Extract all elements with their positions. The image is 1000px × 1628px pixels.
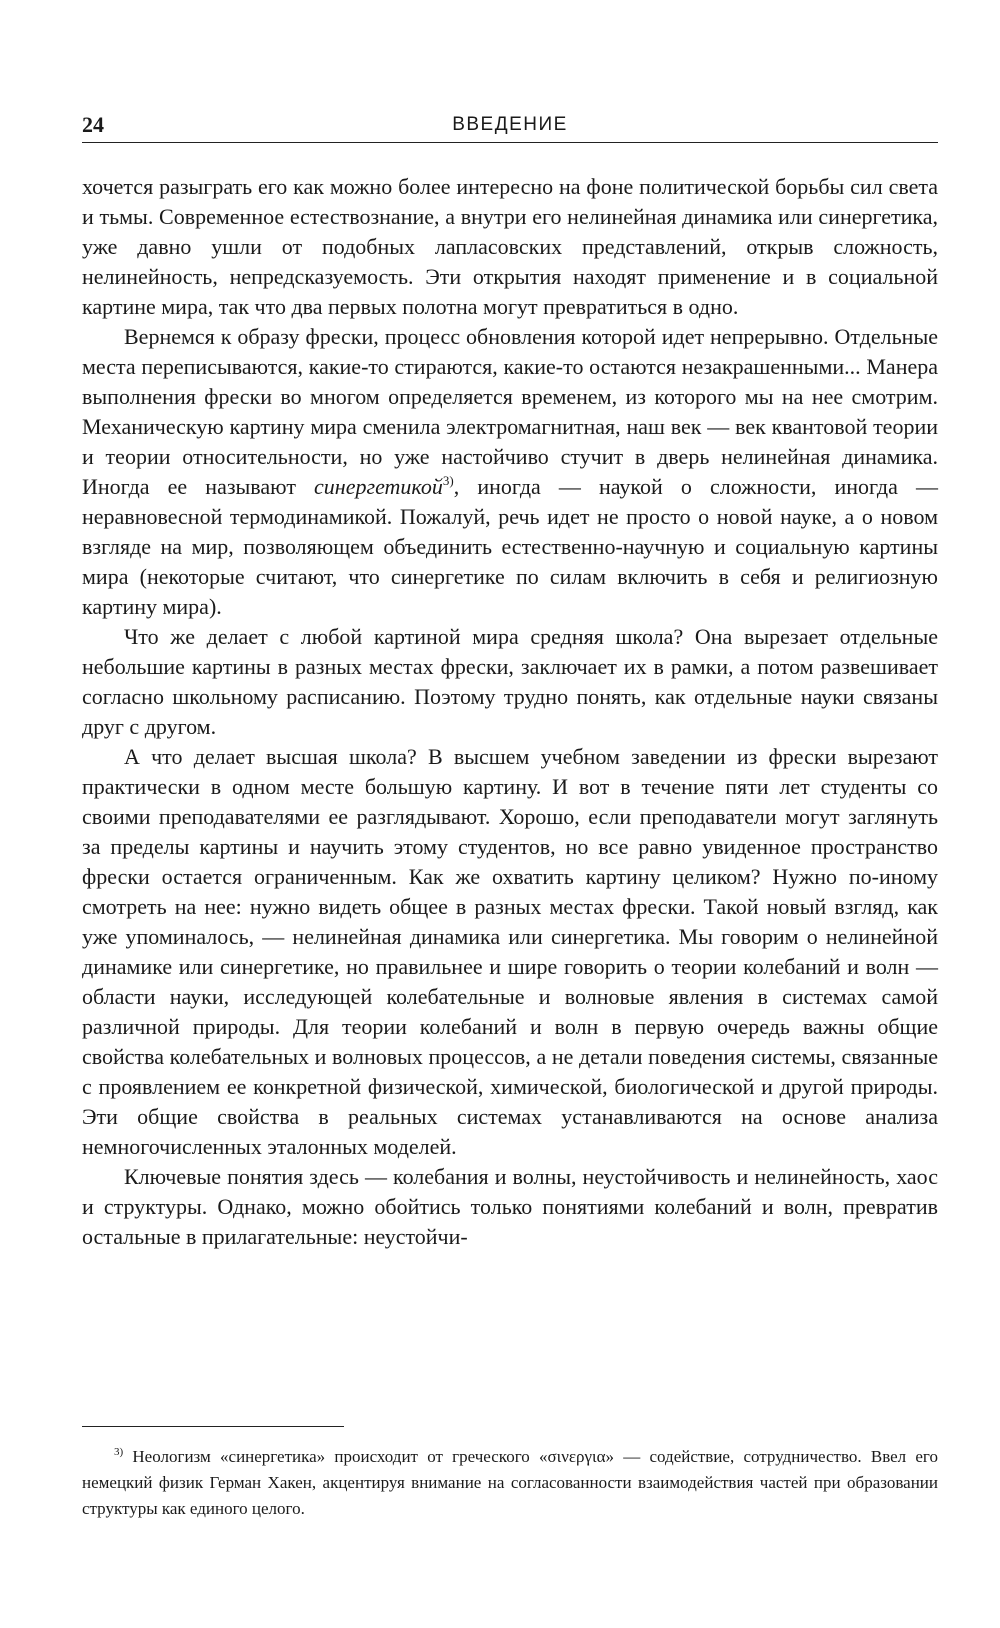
paragraph-text: Вернемся к образу фрески, процесс обновления которой идет непрерывно. Отдельные места переписываются, какие-то стираются, какие-то остаются незакрашенными... Манера выполнения фрески во многом определяется временем, из которого мы на нее смотрим. Механическую картину мира сменила электромагнитная, наш век — век квантовой теории и теории относительности, но уже настойчиво стучит в дверь нелинейная динамика. Иногда ее называют (82, 324, 938, 499)
paragraph: Ключевые понятия здесь — колебания и волны, неустойчивость и нелинейность, хаос и структуры. Однако, можно обойтись только понятиями колебаний и волн, превратив остальные в прилагательные: неустойчи- (82, 1164, 938, 1249)
page-header (82, 108, 938, 143)
paragraph: А что делает высшая школа? В высшем учебном заведении из фрески вырезают практически в одном месте большую картину. И вот в течение пяти лет студенты со своими преподавателями ее разглядывают. Хорошо, если преподаватели могут заглянуть за пределы картины и научить этому студентов, но все равно увиденное пространство фрески остается ограниченным. Как же охватить картину целиком? Нужно по-иному смотреть на нее: нужно видеть общее в разных местах фрески. Такой новый взгляд, как уже упоминалось, — нелинейная динамика или синергетика. Мы говорим о нелинейной динамике или синергетике, но правильнее и шире говорить о теории колебаний и волн — области науки, исследующей колебательные и волновые явления в системах самой различной природы. Для теории колебаний и волн в первую очередь важны общие свойства колебательных и волновых процессов, а не детали поведения системы, связанные с проявлением ее конкретной физической, химической, биологической и другой природы. Эти общие свойства в реальных системах устанавливаются на основе анализа немногочисленных эталонных моделей. (82, 744, 938, 1159)
footnote-marker: 3) (114, 1446, 124, 1458)
footnote (82, 1444, 938, 1522)
paragraph-text: , иногда — наукой о сложности, иногда — неравновесной термодинамикой. Пожалуй, речь идет не просто о новой науке, а о новом взгляде на мир, позволяющем объединить естественно-научную и социальную картины мира (некоторые считают, что синергетике по силам включить в себя и религиозную картину мира). (82, 474, 938, 619)
italic-term: синергетикой (314, 474, 443, 499)
paragraph: хочется разыграть его как можно более интересно на фоне политической борьбы сил света и тьмы. Современное естествознание, а внутри его нелинейная динамика или синергетика, уже давно ушли от подобных лапласовских представлений, открыв сложность, нелинейность, непредсказуемость. Эти открытия находят применение и в социальной картине мира, так что два первых полотна могут превратиться в одно. (82, 174, 938, 319)
page-number: 24 (82, 112, 104, 137)
footnote-divider (82, 1426, 344, 1427)
paragraph: Что же делает с любой картиной мира средняя школа? Она вырезает отдельные небольшие картины в разных местах фрески, заключает их в рамки, а потом развешивает согласно школьному расписанию. Поэтому трудно понять, как отдельные науки связаны друг с другом. (82, 624, 938, 739)
footnote-text: Неологизм «синергетика» происходит от греческого «σινεργια» — содействие, сотрудничество. Ввел его немецкий физик Герман Хакен, акцентируя внимание на согласованности взаимодействия частей при образовании структуры как единого целого. (82, 1447, 938, 1518)
body-text (82, 172, 938, 1252)
paragraph (82, 322, 938, 622)
footnote-reference: 3) (442, 473, 454, 488)
running-head: ВВЕДЕНИЕ (452, 114, 568, 135)
